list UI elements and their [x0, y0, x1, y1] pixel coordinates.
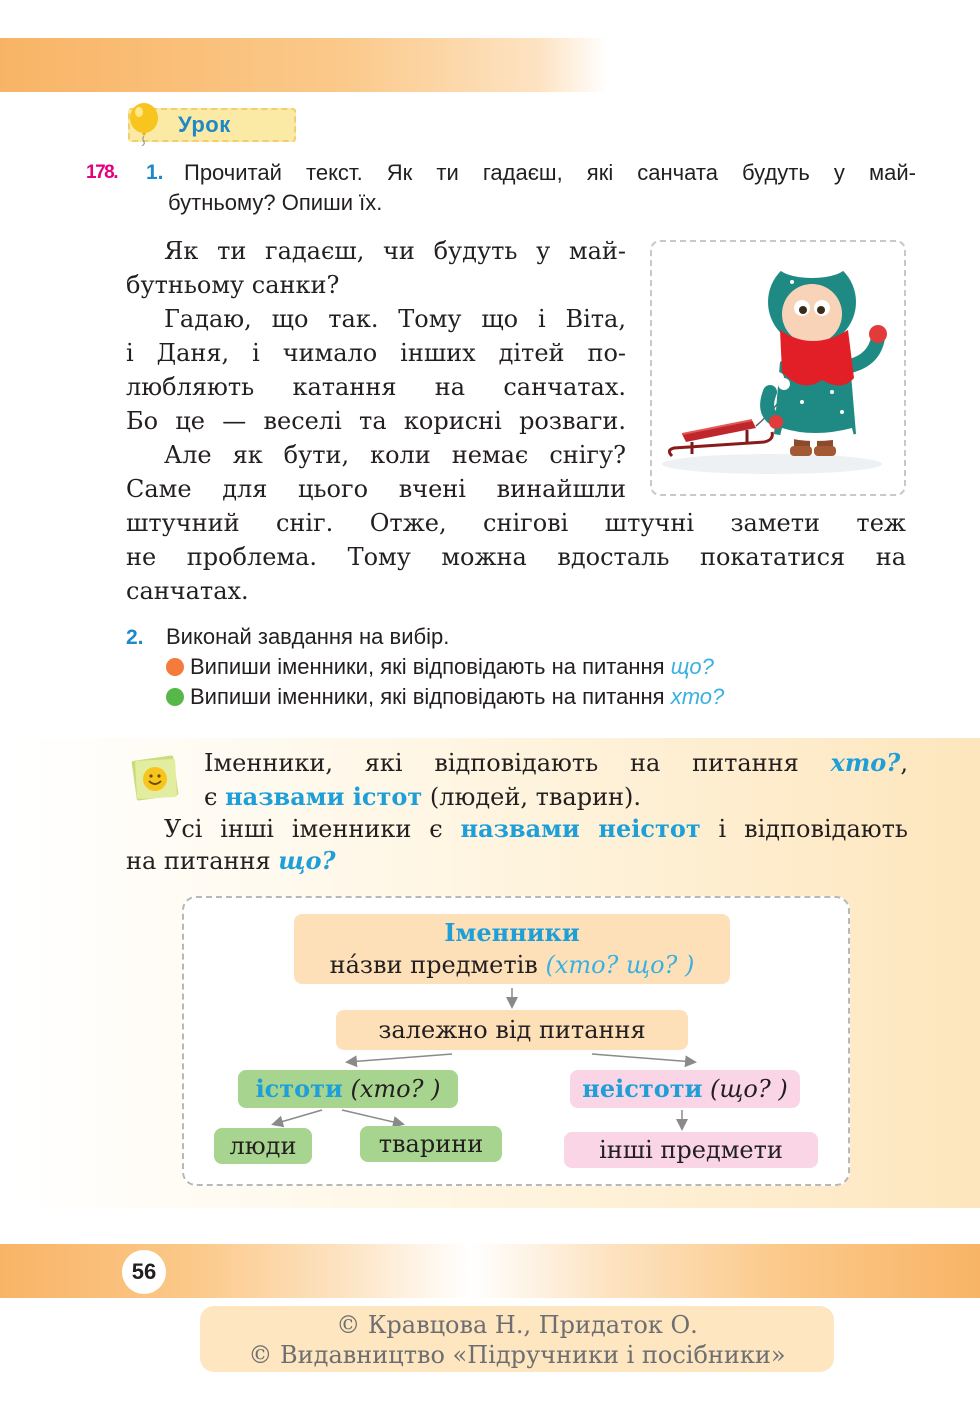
rule-text: ,	[900, 749, 908, 777]
text-line: штучний сніг. Отже, снігові штучні замети теж	[126, 509, 906, 537]
header-band	[0, 38, 980, 92]
illustration-frame	[650, 240, 906, 496]
scheme-inanimate-question: (що? )	[702, 1075, 788, 1103]
scheme-root-title: Іменники	[444, 918, 580, 947]
copyright-authors: © Кравцова Н., Придаток О.	[336, 1311, 698, 1339]
rule-line-3	[164, 812, 908, 846]
scheme-inanimate-label: неістоти	[582, 1074, 703, 1103]
scheme-animals: тварини	[360, 1126, 502, 1162]
rule-term-inanimate: назвами неістот	[460, 814, 701, 843]
scheme-inanimate	[570, 1070, 800, 1108]
rule-question-who: хто?	[830, 748, 901, 777]
option-text: Випиши іменники, які відповідають на питання	[190, 654, 671, 679]
rule-line-1	[204, 746, 908, 780]
scheme-root-text: на́зви предметів	[329, 951, 546, 979]
scheme-root-question: (хто? що? )	[545, 951, 695, 979]
copyright-publisher: © Видавництво «Підручники і посібники»	[248, 1341, 786, 1369]
text-line: Але як бути, коли немає снігу?	[164, 441, 626, 469]
rule-question-what: що?	[278, 846, 336, 875]
text-line: Саме для цього вчені винайшли	[126, 475, 626, 503]
rule-line-2	[204, 780, 641, 814]
text-line: любляють катання на санчатах.	[126, 373, 626, 401]
scheme-other-objects: інші предмети	[564, 1132, 818, 1168]
option-who	[166, 682, 724, 712]
subtask-1-number: 1.	[146, 161, 164, 184]
text-line: не проблема. Тому можна вдосталь покататися на	[126, 543, 906, 571]
subtask-2-number: 2.	[126, 626, 144, 649]
rule-text: є	[204, 783, 226, 811]
subtask-2-instruction: Виконай завдання на вибір.	[166, 624, 450, 649]
scheme-root	[294, 914, 730, 984]
copyright-box	[200, 1306, 834, 1372]
orange-dot-icon	[166, 658, 184, 676]
child-with-sled-illustration	[652, 242, 904, 494]
scheme-root-subtitle	[294, 949, 730, 981]
text-line: і Даня, і чимало інших дітей по-	[126, 339, 626, 367]
lesson-label: Урок	[178, 112, 231, 137]
scheme-animate-question: (хто? )	[342, 1075, 441, 1103]
rule-line-4	[126, 844, 336, 878]
rule-text: (людей, тварин).	[422, 783, 642, 811]
text-line: Гадаю, що так. Тому що і Віта,	[164, 305, 626, 333]
option-what	[166, 652, 714, 682]
green-dot-icon	[166, 688, 184, 706]
scheme-people: люди	[214, 1128, 312, 1164]
balloon-icon	[122, 100, 168, 146]
rule-text: на питання	[126, 847, 279, 875]
text-line: бутньому санки?	[126, 271, 340, 299]
subtask-1-instruction-line-1: Прочитай текст. Як ти гадаєш, які санчата будуть у май-	[184, 160, 916, 185]
page-number: 56	[122, 1250, 166, 1294]
subtask-1-instruction-line-2: бутньому? Опиши їх.	[168, 190, 383, 215]
rule-term-animate: назвами істот	[225, 782, 423, 811]
option-question: хто?	[670, 684, 725, 709]
scheme-animate-label: істоти	[255, 1074, 343, 1103]
rule-text: Усі інші іменники є	[164, 815, 461, 843]
exercise-number: 178.	[86, 162, 117, 183]
text-line: санчатах.	[126, 577, 249, 605]
smiley-note-icon	[130, 752, 180, 804]
scheme-middle: залежно від питання	[336, 1010, 688, 1050]
rule-text: Іменники, які відповідають на питання	[204, 749, 831, 777]
rule-text: і відповідають	[700, 815, 909, 843]
text-line: Бо це — веселі та корисні розваги.	[126, 407, 626, 435]
text-line: Як ти гадаєш, чи будуть у май-	[164, 237, 626, 265]
child-icon	[767, 254, 887, 456]
scheme-animate	[238, 1070, 458, 1108]
option-question: що?	[670, 654, 714, 679]
option-text: Випиши іменники, які відповідають на питання	[190, 684, 671, 709]
